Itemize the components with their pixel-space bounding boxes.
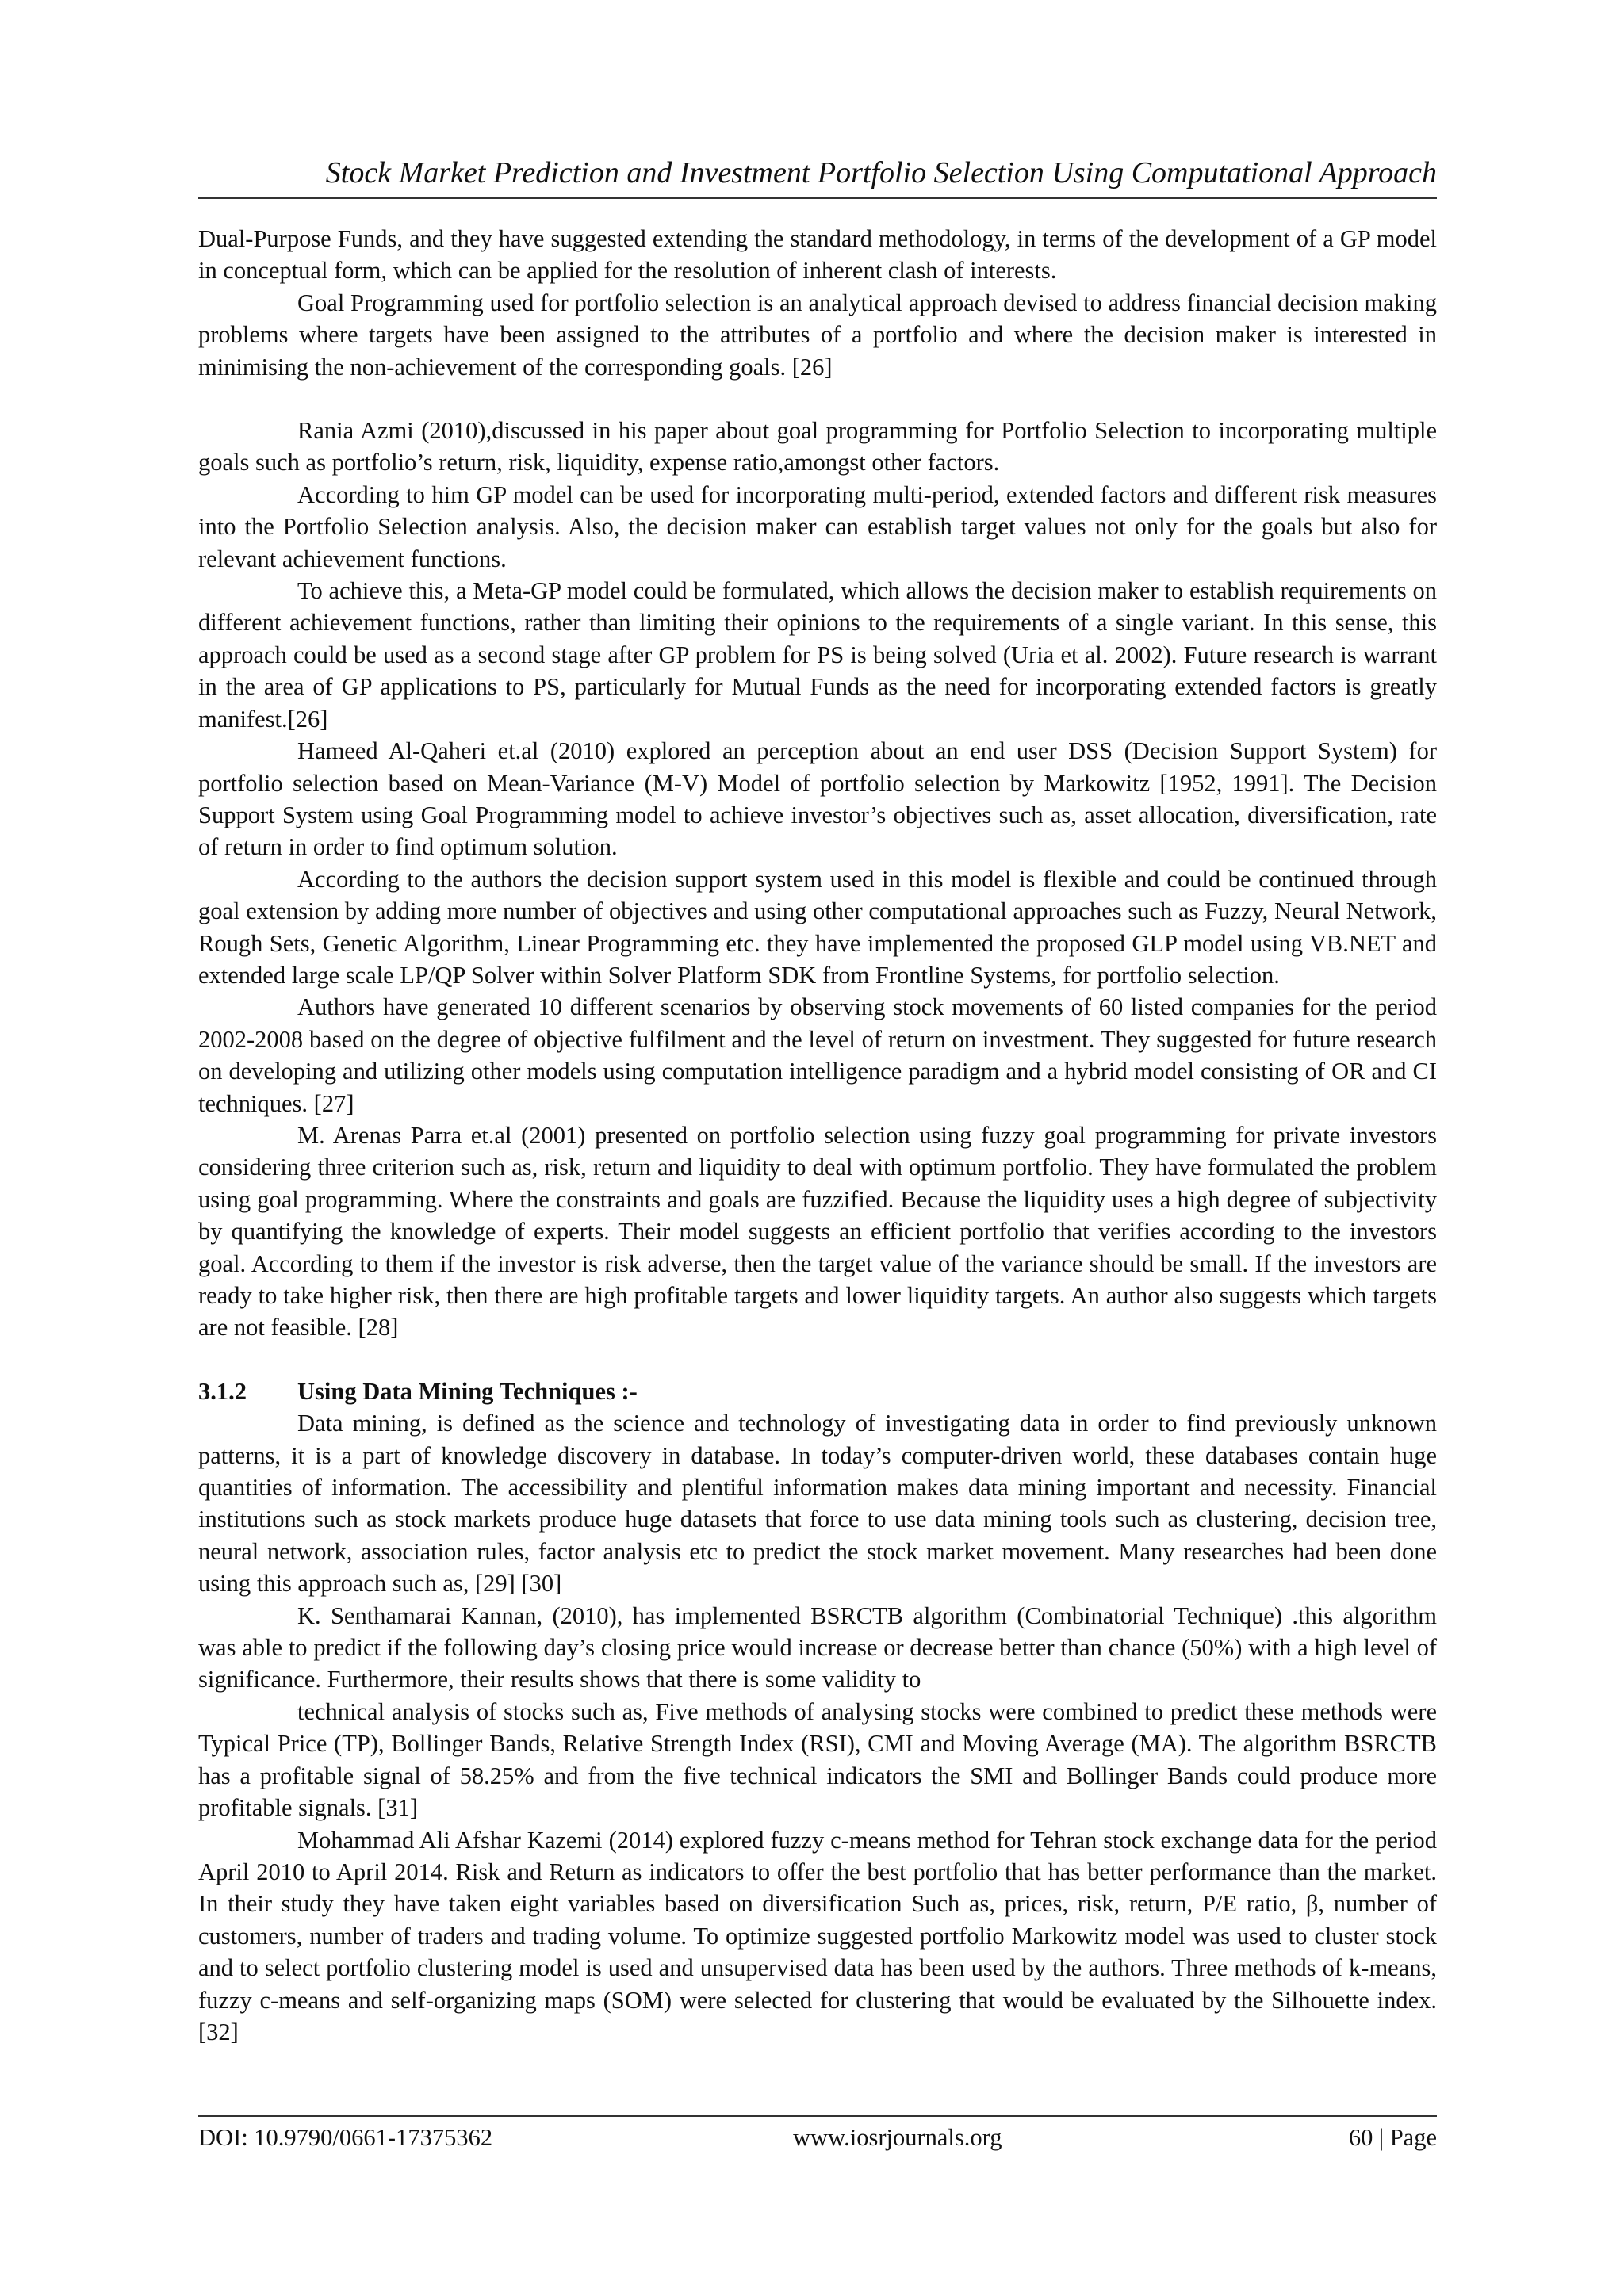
paragraph-technical-analysis: technical analysis of stocks such as, Five methods of analysing stocks were combined to predict these methods were Typical Price (TP), Bollinger Bands, Relative Strength Index (RSI), CMI and Moving Average (MA). The algorithm BSRCTB has a profitable signal of 58.25% and from the five technical indicators the SMI and Bollinger Bands could produce more profitable signals. [31] <box>198 1697 1437 1822</box>
paragraph-rania-azmi: Rania Azmi (2010),discussed in his paper about goal programming for Portfolio Selection to incorporating multiple goals such as portfolio’s return, risk, liquidity, expense ratio,amongst other factors. <box>198 417 1437 476</box>
paragraph-data-mining: Data mining, is defined as the science and technology of investigating data in order to find previously unknown patterns, it is a part of knowledge discovery in database. In today’s computer-driven world, these databases contain huge quantities of information. The accessibility and plentiful information makes data mining important and necessity. Financial institutions such as stock markets produce huge datasets that force to use data mining tools such as clustering, decision tree, neural network, association rules, factor analysis etc to predict the stock market movement. Many researches had been done using this approach such as, [29] [30] <box>198 1410 1437 1598</box>
paragraph-continuation: Dual-Purpose Funds, and they have suggested extending the standard methodology, in terms of the development of a GP model in conceptual form, which can be applied for the resolution of inherent clash of interests. <box>198 225 1437 285</box>
journal-article-title: Stock Market Prediction and Investment Portfolio Selection Using Computational Approach <box>325 156 1437 189</box>
paragraph-gp-model: According to him GP model can be used for incorporating multi-period, extended factors and different risk measures into the Portfolio Selection analysis. Also, the decision maker can establish target values not only for the goals but also for relevant achievement functions. <box>198 480 1437 572</box>
footer-doi: DOI: 10.9790/0661-17375362 <box>198 2124 493 2151</box>
footer-page-number: 60 | Page <box>1348 2124 1437 2151</box>
paragraph-scenarios: Authors have generated 10 different scenarios by observing stock movements of 60 listed companies for the period 2002-2008 based on the degree of objective fulfilment and the level of return on investment. They suggested for future research on developing and utilizing other models using computation intelligence paradigm and a hybrid model consisting of OR and CI techniques. [27] <box>198 993 1437 1117</box>
article-body <box>198 223 1437 2048</box>
running-header <box>198 153 1437 199</box>
section-number: 3.1.2 <box>198 1377 247 1405</box>
paragraph-meta-gp: To achieve this, a Meta-GP model could be formulated, which allows the decision maker to establish requirements on different achievement functions, rather than limiting their opinions to the requirements of a single variant. In this sense, this approach could be used as a second stage after GP problem for PS is being solved (Uria et al. 2002). Future research is warrant in the area of GP applications to PS, particularly for Mutual Funds as the need for incorporating extended factors is greatly manifest.[26] <box>198 577 1437 733</box>
section-heading <box>198 1376 1437 1407</box>
footer-website: www.iosrjournals.org <box>793 2124 1002 2151</box>
paragraph-kazemi: Mohammad Ali Afshar Kazemi (2014) explored fuzzy c-means method for Tehran stock exchange data for the period April 2010 to April 2014. Risk and Return as indicators to offer the best portfolio that has better performance than the market. In their study they have taken eight variables based on diversification Such as, prices, risk, return, P/E ratio, β, number of customers, number of traders and trading volume. To optimize suggested portfolio Markowitz model was used to cluster stock and to select portfolio clustering model is used and unsupervised data has been used by the authors. Three methods of k-means, fuzzy c-means and self-organizing maps (SOM) were selected for clustering that would be evaluated by the Silhouette index. [32] <box>198 1826 1437 2045</box>
paragraph-kannan: K. Senthamarai Kannan, (2010), has implemented BSRCTB algorithm (Combinatorial Technique) .this algorithm was able to predict if the following day’s closing price would increase or decrease better than chance (50%) with a high level of significance. Furthermore, their results shows that there is some validity to <box>198 1601 1437 1693</box>
paragraph-dss-authors: According to the authors the decision support system used in this model is flexible and could be continued through goal extension by adding more number of objectives and using other computational approaches such as Fuzzy, Neural Network, Rough Sets, Genetic Algorithm, Linear Programming etc. they have implemented the proposed GLP model using VB.NET and extended large scale LP/QP Solver within Solver Platform SDK from Frontline Systems, for portfolio selection. <box>198 865 1437 989</box>
page-footer <box>198 2115 1437 2156</box>
paragraph-arenas-parra: M. Arenas Parra et.al (2001) presented on portfolio selection using fuzzy goal programming for private investors considering three criterion such as, risk, return and liquidity to deal with optimum portfolio. They have formulated the problem using goal programming. Where the constraints and goals are fuzzified. Because the liquidity uses a high degree of subjectivity by quantifying the knowledge of experts. Their model suggests an efficient portfolio that verifies according to the investors goal. According to them if the investor is risk adverse, then the target value of the variance should be small. If the investors are ready to take higher risk, then there are high profitable targets and lower liquidity targets. An author also suggests which targets are not feasible. [28] <box>198 1121 1437 1341</box>
paragraph-al-qaheri: Hameed Al-Qaheri et.al (2010) explored an perception about an end user DSS (Decision Support System) for portfolio selection based on Mean-Variance (M-V) Model of portfolio selection by Markowitz [1952, 1991]. The Decision Support System using Goal Programming model to achieve investor’s objectives such as, asset allocation, diversification, rate of return in order to find optimum solution. <box>198 737 1437 861</box>
paragraph-goal-programming: Goal Programming used for portfolio selection is an analytical approach devised to address financial decision making problems where targets have been assigned to the attributes of a portfolio and where the decision maker is interested in minimising the non-achievement of the corresponding goals. [26] <box>198 289 1437 381</box>
section-title: Using Data Mining Techniques :- <box>297 1377 638 1405</box>
